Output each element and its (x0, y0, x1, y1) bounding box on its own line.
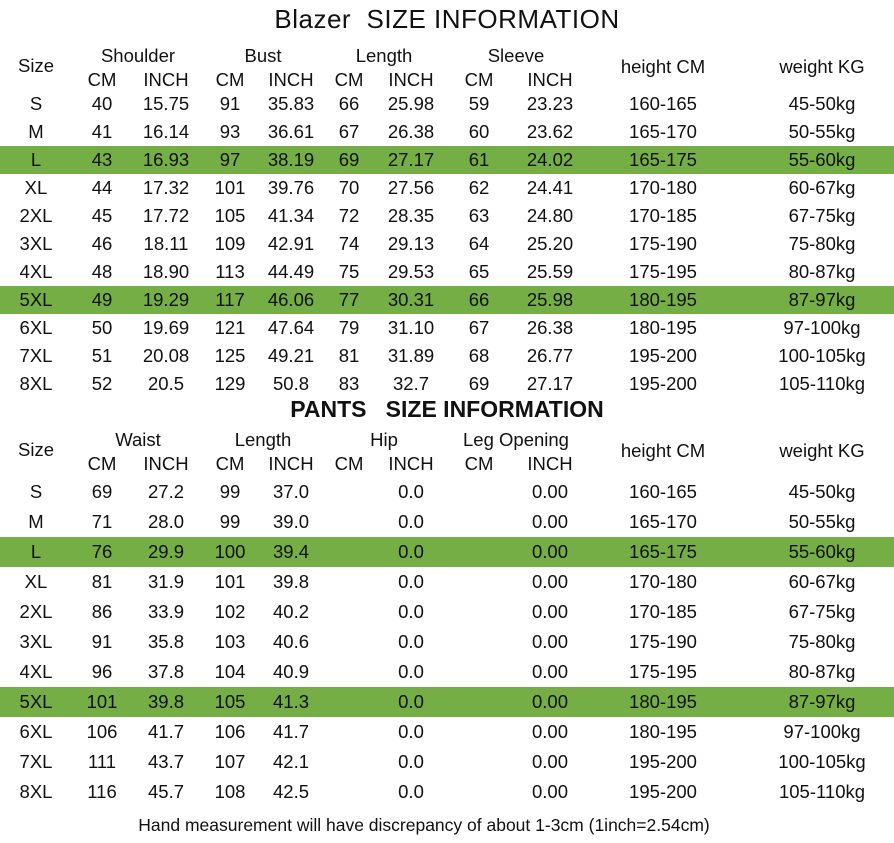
size-cell: 2XL (19, 601, 53, 622)
value-cell: 41.3 (272, 691, 310, 712)
value-cell: 33.9 (147, 601, 185, 622)
value-cell: 25.98 (526, 289, 574, 310)
value-cell: 0.00 (531, 751, 569, 772)
value-cell: 0.00 (531, 691, 569, 712)
size-cell: M (28, 121, 44, 142)
value-cell: 75 (338, 261, 360, 282)
value-cell: 96 (91, 661, 113, 682)
value-cell: 102 (214, 601, 246, 622)
value-cell: 68 (468, 345, 490, 366)
value-cell: 20.08 (142, 345, 190, 366)
height-cell: 160-165 (629, 93, 697, 114)
header-unit-label: CM (464, 453, 494, 474)
pants-title: PANTS SIZE INFORMATION (290, 396, 604, 422)
value-cell: 61 (468, 149, 490, 170)
value-cell: 97 (219, 149, 241, 170)
value-cell: 63 (468, 205, 490, 226)
header-unit-label: CM (215, 453, 245, 474)
value-cell: 24.02 (526, 149, 574, 170)
weight-cell: 105-110kg (778, 373, 866, 394)
weight-cell: 50-55kg (788, 121, 856, 142)
value-cell: 52 (91, 373, 113, 394)
size-cell: XL (24, 177, 48, 198)
value-cell: 49.21 (267, 345, 315, 366)
table-row (0, 202, 894, 230)
value-cell: 0.00 (531, 721, 569, 742)
value-cell: 93 (219, 121, 241, 142)
table-row (0, 657, 894, 687)
header-unit-label: INCH (143, 69, 189, 90)
value-cell: 91 (91, 631, 113, 652)
value-cell: 69 (338, 149, 360, 170)
header-unit-label: CM (87, 69, 117, 90)
value-cell: 50 (91, 317, 113, 338)
weight-cell: 55-60kg (788, 541, 856, 562)
value-cell: 105 (214, 691, 246, 712)
value-cell: 50.8 (272, 373, 310, 394)
header-unit-label: INCH (527, 453, 573, 474)
size-cell: 7XL (19, 345, 53, 366)
value-cell: 19.29 (142, 289, 190, 310)
weight-cell: 60-67kg (788, 177, 856, 198)
value-cell: 30.31 (387, 289, 435, 310)
value-cell: 0.0 (398, 661, 424, 682)
size-cell: 2XL (19, 205, 53, 226)
value-cell: 59 (468, 93, 490, 114)
table-row (0, 717, 894, 747)
value-cell: 0.0 (398, 721, 424, 742)
value-cell: 62 (468, 177, 490, 198)
table-row (0, 687, 894, 717)
value-cell: 60 (468, 121, 490, 142)
height-cell: 165-170 (629, 121, 697, 142)
header-unit-label: INCH (388, 69, 434, 90)
table-row (0, 118, 894, 146)
weight-cell: 97-100kg (783, 317, 861, 338)
value-cell: 71 (91, 511, 113, 532)
table-row (0, 507, 894, 537)
value-cell: 106 (86, 721, 118, 742)
value-cell: 40.9 (272, 661, 310, 682)
height-cell: 175-195 (629, 261, 697, 282)
value-cell: 99 (219, 481, 241, 502)
header-group-label: Hip (370, 429, 398, 450)
table-row (0, 90, 894, 118)
size-cell: 3XL (19, 233, 53, 254)
value-cell: 46.06 (267, 289, 315, 310)
value-cell: 49 (91, 289, 113, 310)
value-cell: 31.10 (387, 317, 435, 338)
value-cell: 0.0 (398, 481, 424, 502)
value-cell: 0.0 (398, 751, 424, 772)
table-row (0, 747, 894, 777)
height-cell: 165-170 (629, 511, 697, 532)
weight-cell: 97-100kg (783, 721, 861, 742)
value-cell: 43 (91, 149, 113, 170)
value-cell: 42.91 (267, 233, 315, 254)
height-cell: 170-180 (629, 571, 697, 592)
value-cell: 0.0 (398, 601, 424, 622)
height-cell: 175-195 (629, 661, 697, 682)
height-cell: 195-200 (629, 751, 697, 772)
value-cell: 28.35 (387, 205, 435, 226)
table-row (0, 567, 894, 597)
value-cell: 44 (91, 177, 113, 198)
weight-cell: 67-75kg (788, 205, 856, 226)
weight-cell: 50-55kg (788, 511, 856, 532)
size-cell: M (28, 511, 44, 532)
header-size-label: Size (18, 55, 54, 76)
value-cell: 42.5 (272, 781, 310, 802)
value-cell: 81 (91, 571, 113, 592)
value-cell: 70 (338, 177, 360, 198)
value-cell: 81 (338, 345, 360, 366)
value-cell: 91 (219, 93, 241, 114)
value-cell: 43.7 (147, 751, 185, 772)
value-cell: 18.11 (143, 233, 189, 254)
size-cell: 8XL (19, 373, 53, 394)
value-cell: 74 (338, 233, 360, 254)
value-cell: 86 (91, 601, 113, 622)
value-cell: 26.77 (526, 345, 574, 366)
table-row (0, 342, 894, 370)
header-row-units (0, 452, 894, 476)
value-cell: 42.1 (272, 751, 310, 772)
value-cell: 0.00 (531, 631, 569, 652)
value-cell: 38.19 (267, 149, 315, 170)
value-cell: 0.00 (531, 781, 569, 802)
height-cell: 175-190 (629, 233, 697, 254)
value-cell: 69 (91, 481, 113, 502)
table-row (0, 537, 894, 567)
value-cell: 72 (338, 205, 360, 226)
header-group-label: Sleeve (487, 45, 545, 66)
weight-cell: 45-50kg (788, 481, 856, 502)
size-cell: 6XL (19, 721, 53, 742)
value-cell: 121 (214, 317, 246, 338)
value-cell: 0.00 (531, 661, 569, 682)
header-group-label: Length (234, 429, 292, 450)
value-cell: 106 (214, 721, 246, 742)
value-cell: 66 (338, 93, 360, 114)
value-cell: 24.41 (526, 177, 574, 198)
table-row (0, 174, 894, 202)
value-cell: 40 (91, 93, 113, 114)
size-cell: 7XL (19, 751, 53, 772)
table-row (0, 146, 894, 174)
value-cell: 36.61 (267, 121, 315, 142)
table-row (0, 777, 894, 807)
size-cell: 5XL (19, 289, 53, 310)
weight-cell: 80-87kg (788, 661, 856, 682)
value-cell: 44.49 (267, 261, 315, 282)
table-row (0, 597, 894, 627)
height-cell: 165-175 (629, 541, 697, 562)
value-cell: 25.98 (387, 93, 435, 114)
value-cell: 47.64 (267, 317, 315, 338)
value-cell: 0.00 (531, 541, 569, 562)
size-cell: 3XL (19, 631, 53, 652)
value-cell: 41.7 (272, 721, 310, 742)
value-cell: 39.4 (272, 541, 310, 562)
value-cell: 39.76 (267, 177, 315, 198)
table-row (0, 627, 894, 657)
size-cell: L (30, 541, 42, 562)
size-cell: 4XL (19, 261, 53, 282)
value-cell: 40.2 (272, 601, 310, 622)
value-cell: 51 (91, 345, 113, 366)
value-cell: 69 (468, 373, 490, 394)
value-cell: 108 (214, 781, 246, 802)
header-row-groups (0, 44, 894, 77)
height-cell: 180-195 (629, 721, 697, 742)
value-cell: 107 (214, 751, 246, 772)
value-cell: 17.32 (142, 177, 190, 198)
table-row (0, 477, 894, 507)
value-cell: 24.80 (526, 205, 574, 226)
table-row (0, 258, 894, 286)
height-cell: 195-200 (629, 345, 697, 366)
value-cell: 25.59 (526, 261, 574, 282)
table-row (0, 314, 894, 342)
value-cell: 83 (338, 373, 360, 394)
value-cell: 19.69 (142, 317, 190, 338)
weight-cell: 100-105kg (778, 751, 866, 772)
value-cell: 99 (219, 511, 241, 532)
weight-cell: 55-60kg (788, 149, 856, 170)
value-cell: 16.93 (142, 149, 190, 170)
value-cell: 113 (215, 261, 245, 282)
value-cell: 67 (338, 121, 360, 142)
value-cell: 37.0 (272, 481, 310, 502)
height-cell: 170-185 (629, 601, 697, 622)
header-unit-label: CM (464, 69, 494, 90)
weight-cell: 75-80kg (788, 631, 856, 652)
value-cell: 101 (214, 571, 246, 592)
value-cell: 77 (338, 289, 360, 310)
size-cell: 5XL (19, 691, 53, 712)
value-cell: 79 (338, 317, 360, 338)
value-cell: 29.53 (387, 261, 435, 282)
value-cell: 104 (214, 661, 246, 682)
value-cell: 101 (214, 177, 246, 198)
value-cell: 27.17 (387, 149, 435, 170)
header-unit-label: INCH (388, 453, 434, 474)
value-cell: 31.9 (147, 571, 185, 592)
value-cell: 65 (468, 261, 490, 282)
value-cell: 45 (91, 205, 113, 226)
height-cell: 170-185 (629, 205, 697, 226)
header-unit-label: INCH (527, 69, 573, 90)
table-row (0, 370, 894, 398)
value-cell: 48 (91, 261, 113, 282)
value-cell: 76 (91, 541, 113, 562)
value-cell: 111 (87, 751, 117, 772)
value-cell: 0.0 (398, 691, 424, 712)
value-cell: 39.8 (272, 571, 310, 592)
table-row (0, 230, 894, 258)
measurement-note: Hand measurement will have discrepancy of about 1-3cm (1inch=2.54cm) (138, 815, 710, 835)
value-cell: 41.7 (147, 721, 185, 742)
value-cell: 45.7 (147, 781, 185, 802)
height-cell: 170-180 (629, 177, 697, 198)
header-group-label: Shoulder (100, 45, 176, 66)
size-cell: L (30, 149, 42, 170)
header-height-label: height CM (620, 440, 706, 461)
value-cell: 100 (214, 541, 246, 562)
value-cell: 26.38 (387, 121, 435, 142)
height-cell: 195-200 (629, 781, 697, 802)
value-cell: 20.5 (147, 373, 185, 394)
size-cell: 6XL (19, 317, 53, 338)
value-cell: 109 (214, 233, 246, 254)
header-unit-label: CM (87, 453, 117, 474)
value-cell: 105 (214, 205, 246, 226)
value-cell: 40.6 (272, 631, 310, 652)
value-cell: 101 (86, 691, 118, 712)
size-cell: XL (24, 571, 48, 592)
value-cell: 27.56 (387, 177, 435, 198)
value-cell: 31.89 (387, 345, 435, 366)
height-cell: 180-195 (629, 691, 697, 712)
value-cell: 0.0 (398, 511, 424, 532)
value-cell: 46 (91, 233, 113, 254)
height-cell: 165-175 (629, 149, 697, 170)
value-cell: 28.0 (147, 511, 185, 532)
value-cell: 41.34 (267, 205, 315, 226)
header-unit-label: CM (215, 69, 245, 90)
value-cell: 39.8 (147, 691, 185, 712)
value-cell: 125 (214, 345, 246, 366)
value-cell: 32.7 (392, 373, 430, 394)
header-unit-label: INCH (143, 453, 189, 474)
header-group-label: Bust (244, 45, 282, 66)
value-cell: 0.00 (531, 571, 569, 592)
value-cell: 0.0 (398, 541, 424, 562)
value-cell: 0.00 (531, 481, 569, 502)
value-cell: 37.8 (147, 661, 185, 682)
value-cell: 29.13 (387, 233, 435, 254)
height-cell: 160-165 (629, 481, 697, 502)
value-cell: 64 (468, 233, 490, 254)
size-cell: S (29, 93, 43, 114)
height-cell: 195-200 (629, 373, 697, 394)
weight-cell: 105-110kg (778, 781, 866, 802)
weight-cell: 80-87kg (788, 261, 856, 282)
height-cell: 180-195 (629, 317, 697, 338)
value-cell: 18.90 (142, 261, 190, 282)
value-cell: 0.0 (398, 571, 424, 592)
value-cell: 103 (214, 631, 246, 652)
value-cell: 39.0 (272, 511, 310, 532)
value-cell: 35.83 (267, 93, 315, 114)
value-cell: 35.8 (147, 631, 185, 652)
header-weight-label: weight KG (779, 56, 865, 77)
value-cell: 0.00 (531, 511, 569, 532)
value-cell: 15.75 (142, 93, 190, 114)
value-cell: 25.20 (526, 233, 574, 254)
header-row-units (0, 68, 894, 92)
value-cell: 0.0 (398, 781, 424, 802)
weight-cell: 87-97kg (788, 691, 856, 712)
value-cell: 27.17 (526, 373, 574, 394)
weight-cell: 60-67kg (788, 571, 856, 592)
header-unit-label: INCH (268, 453, 314, 474)
value-cell: 67 (468, 317, 490, 338)
value-cell: 17.72 (142, 205, 190, 226)
table-row (0, 286, 894, 314)
weight-cell: 87-97kg (788, 289, 856, 310)
value-cell: 0.00 (531, 601, 569, 622)
header-size-label: Size (18, 439, 54, 460)
height-cell: 180-195 (629, 289, 697, 310)
size-cell: 4XL (19, 661, 53, 682)
value-cell: 27.2 (147, 481, 185, 502)
weight-cell: 45-50kg (788, 93, 856, 114)
header-unit-label: CM (334, 69, 364, 90)
value-cell: 23.62 (526, 121, 574, 142)
value-cell: 129 (214, 373, 246, 394)
header-group-label: Waist (115, 429, 161, 450)
value-cell: 41 (91, 121, 113, 142)
header-row-groups (0, 428, 894, 461)
value-cell: 0.0 (398, 631, 424, 652)
header-unit-label: CM (334, 453, 364, 474)
value-cell: 117 (215, 289, 245, 310)
value-cell: 16.14 (142, 121, 190, 142)
height-cell: 175-190 (629, 631, 697, 652)
header-weight-label: weight KG (779, 440, 865, 461)
value-cell: 116 (87, 781, 117, 802)
header-group-label: Leg Opening (463, 429, 569, 450)
value-cell: 26.38 (526, 317, 574, 338)
value-cell: 29.9 (147, 541, 185, 562)
weight-cell: 75-80kg (788, 233, 856, 254)
weight-cell: 67-75kg (788, 601, 856, 622)
header-unit-label: INCH (268, 69, 314, 90)
weight-cell: 100-105kg (778, 345, 866, 366)
header-height-label: height CM (620, 56, 706, 77)
blazer-title: Blazer SIZE INFORMATION (274, 4, 620, 34)
header-group-label: Length (355, 45, 413, 66)
size-cell: S (29, 481, 43, 502)
value-cell: 66 (468, 289, 490, 310)
value-cell: 23.23 (526, 93, 574, 114)
size-cell: 8XL (19, 781, 53, 802)
